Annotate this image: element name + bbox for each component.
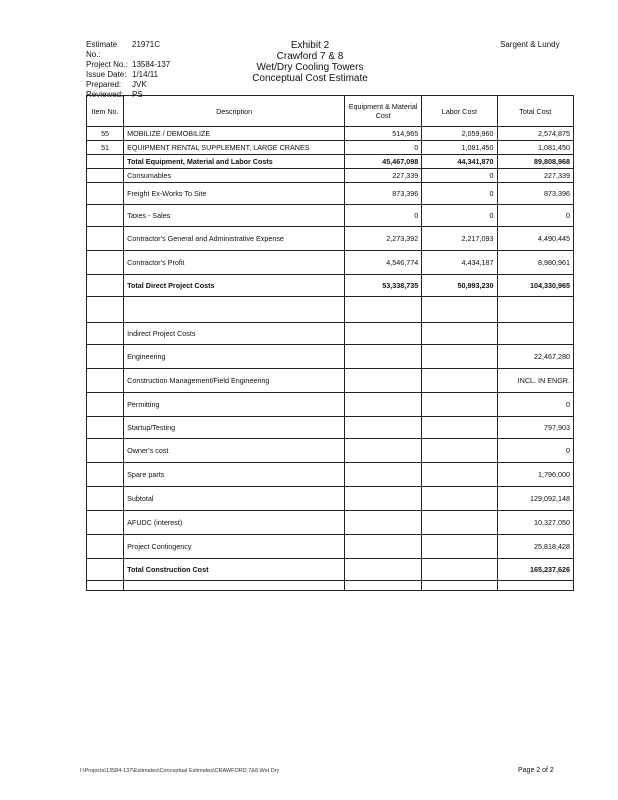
cell-total: 10,327,050 [497,511,573,535]
cell-labor: 44,341,870 [422,155,497,169]
cell-total [497,581,573,591]
cell-equipment [345,511,422,535]
cell-item [87,393,124,417]
cell-labor: 0 [422,169,497,183]
cell-labor [422,511,497,535]
cell-labor: 0 [422,205,497,227]
cell-labor [422,581,497,591]
table-row [87,463,574,487]
meta-row [86,60,170,70]
table-row [87,141,574,155]
table-row [87,251,574,275]
cell-total: 129,092,148 [497,487,573,511]
cell-labor [422,439,497,463]
cell-description: Engineering [124,345,345,369]
meta-label: Prepared: [86,80,122,89]
cell-description: Consumables [124,169,345,183]
cell-labor [422,369,497,393]
cell-equipment: 0 [345,141,422,155]
cell-item [87,463,124,487]
cell-total: 2,574,875 [497,127,573,141]
cell-labor [422,559,497,581]
cell-total: 0 [497,205,573,227]
cell-description [124,297,345,323]
cell-item [87,511,124,535]
cell-equipment: 2,273,392 [345,227,422,251]
table-row [87,511,574,535]
cell-item [87,559,124,581]
cell-description: MOBILIZE / DEMOBILIZE [124,127,345,141]
cell-equipment [345,369,422,393]
cell-total: 4,490,445 [497,227,573,251]
cell-labor [422,297,497,323]
meta-value: JVK [132,80,147,89]
page-number: Page 2 of 2 [518,767,554,774]
table-row [87,127,574,141]
column-header-labor: Labor Cost [422,96,497,127]
cell-equipment: 4,546,774 [345,251,422,275]
cost-estimate-table [86,95,574,591]
cell-item [87,297,124,323]
meta-value: 13584-137 [132,60,171,69]
cell-item [87,581,124,591]
cell-description: AFUDC (interest) [124,511,345,535]
table-row [87,417,574,439]
cell-labor: 2,217,093 [422,227,497,251]
meta-label: Estimate No.: [86,40,118,59]
cell-item [87,535,124,559]
cell-equipment [345,417,422,439]
cell-total: 25,818,428 [497,535,573,559]
cell-description: Taxes - Sales [124,205,345,227]
cell-description: Permitting [124,393,345,417]
cell-total: 1,796,000 [497,463,573,487]
document-title [240,40,380,84]
cell-item [87,369,124,393]
cell-equipment: 873,396 [345,183,422,205]
cell-item [87,323,124,345]
cell-equipment: 514,965 [345,127,422,141]
cell-total: 873,396 [497,183,573,205]
title-line: Wet/Dry Cooling Towers [256,62,364,73]
meta-label: Project No.: [86,60,128,69]
cell-total: 1,081,450 [497,141,573,155]
cell-description [124,581,345,591]
cell-description: Startup/Testing [124,417,345,439]
cell-item: 55 [87,127,124,141]
cell-description: Project Contingency [124,535,345,559]
cell-description: Spare parts [124,463,345,487]
cell-item [87,205,124,227]
cell-description: Total Direct Project Costs [124,275,345,297]
cell-labor [422,535,497,559]
table-body [87,127,574,591]
table-row [87,369,574,393]
table-row [87,297,574,323]
cell-equipment [345,393,422,417]
cell-total: 227,339 [497,169,573,183]
cell-equipment [345,487,422,511]
cell-total: 22,467,280 [497,345,573,369]
column-header-item: Item No. [87,96,124,127]
cell-total: 89,808,968 [497,155,573,169]
cell-item [87,275,124,297]
cell-description: Owner's cost [124,439,345,463]
table-row [87,345,574,369]
cell-description: Construction Management/Field Engineering [124,369,345,393]
cell-description: Total Construction Cost [124,559,345,581]
cell-item: 51 [87,141,124,155]
cell-equipment [345,439,422,463]
table-row [87,581,574,591]
cell-labor: 2,059,960 [422,127,497,141]
meta-label: Reviewed: [86,90,124,99]
cell-total [497,323,573,345]
cell-description: Indirect Project Costs [124,323,345,345]
meta-row [86,80,170,90]
cell-equipment: 0 [345,205,422,227]
cell-item [87,417,124,439]
table-header-row [87,96,574,127]
cell-labor [422,417,497,439]
cell-equipment: 227,339 [345,169,422,183]
cell-total: 165,237,626 [497,559,573,581]
cell-description: Contractor's General and Administrative Expense [124,227,345,251]
estimate-meta [86,40,170,100]
title-line: Crawford 7 & 8 [276,51,344,62]
cell-labor [422,463,497,487]
cell-equipment [345,535,422,559]
meta-value: 1/14/11 [132,70,159,79]
table-row [87,227,574,251]
table-row [87,323,574,345]
cell-total: 8,980,961 [497,251,573,275]
column-header-total: Total Cost [497,96,573,127]
table-row [87,487,574,511]
company-name: Sargent & Lundy [500,40,560,49]
title-line: Conceptual Cost Estimate [252,73,368,84]
meta-label: Issue Date: [86,70,127,79]
cell-labor: 4,434,187 [422,251,497,275]
cell-labor: 1,081,450 [422,141,497,155]
table-row [87,393,574,417]
cell-labor: 50,993,230 [422,275,497,297]
cell-equipment [345,345,422,369]
cell-equipment [345,559,422,581]
cell-item [87,251,124,275]
cell-description: EQUIPMENT RENTAL SUPPLEMENT, LARGE CRANES [124,141,345,155]
title-line: Exhibit 2 [290,40,330,51]
cell-item [87,439,124,463]
column-header-equipment: Equipment & Material Cost [345,96,422,127]
cell-equipment: 45,467,098 [345,155,422,169]
cell-equipment: 53,338,735 [345,275,422,297]
cell-item [87,345,124,369]
meta-row [86,40,170,60]
table-row [87,535,574,559]
cell-total: INCL. IN ENGR. [497,369,573,393]
cell-item [87,155,124,169]
cell-labor [422,345,497,369]
cell-item [87,487,124,511]
cell-description: Contractor's Profit [124,251,345,275]
table-row [87,439,574,463]
cell-total [497,297,573,323]
cell-item [87,183,124,205]
cell-total: 797,903 [497,417,573,439]
meta-value: PS [132,90,143,99]
cell-description: Freight Ex-Works To Site [124,183,345,205]
table-row [87,205,574,227]
cell-item [87,169,124,183]
table-row [87,155,574,169]
cell-equipment [345,297,422,323]
cell-total: 0 [497,439,573,463]
meta-row [86,70,170,80]
cell-equipment [345,323,422,345]
table-row [87,183,574,205]
cell-item [87,227,124,251]
table-row [87,559,574,581]
file-path: I:\Projects\13584-137\Estimates\Conceptual Estimates\CRAWFORD 7&8 Wet Dry [80,768,280,774]
cell-total: 104,330,965 [497,275,573,297]
cell-description: Subtotal [124,487,345,511]
cell-labor [422,323,497,345]
cell-labor [422,487,497,511]
cell-total: 0 [497,393,573,417]
cell-labor: 0 [422,183,497,205]
cell-labor [422,393,497,417]
meta-value: 21971C [132,40,161,49]
cell-equipment [345,463,422,487]
cell-equipment [345,581,422,591]
table-row [87,275,574,297]
table-row [87,169,574,183]
cell-description: Total Equipment, Material and Labor Costs [124,155,345,169]
column-header-description: Description [124,96,345,127]
